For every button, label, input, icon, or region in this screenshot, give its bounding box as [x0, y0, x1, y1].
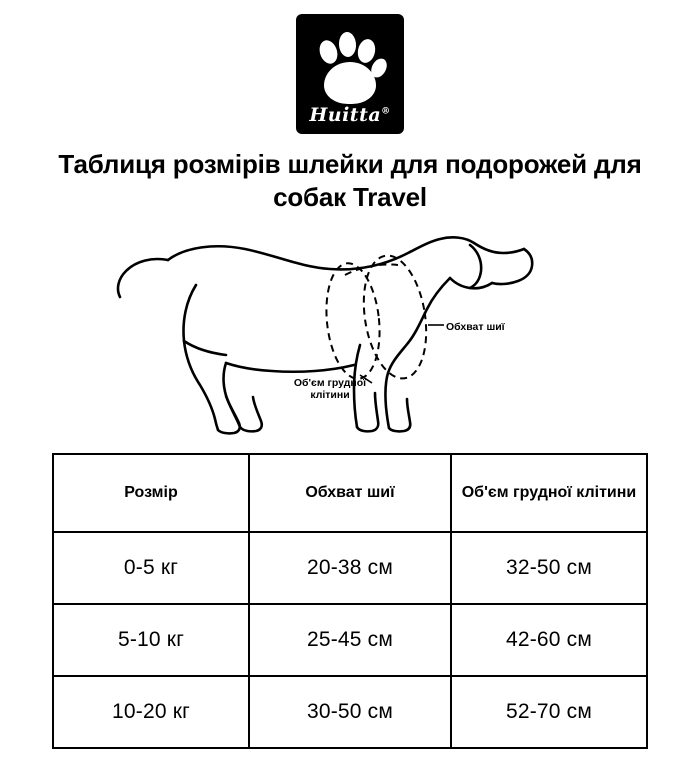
paw-toe-icon: [317, 38, 341, 66]
cell-neck: 20-38 см: [249, 532, 451, 604]
size-table: [52, 453, 648, 749]
chest-measure-line: [321, 260, 385, 381]
cell-chest: 32-50 см: [451, 532, 647, 604]
measurement-illustration: [0, 225, 700, 447]
paw-print-icon: [324, 62, 376, 104]
brand-name: Huitta: [309, 104, 382, 126]
brand-wordmark: [296, 104, 404, 126]
column-header-neck: Обхват шиї: [249, 454, 451, 532]
column-header-size: Розмір: [53, 454, 249, 532]
neck-measure-label: Обхват шиї: [446, 320, 505, 333]
table-row: [53, 532, 647, 604]
chest-measure-label: Об'єм грудної клітини: [293, 376, 367, 401]
logo-container: [0, 0, 700, 134]
cell-size: 0-5 кг: [53, 532, 249, 604]
column-header-chest: Об'єм грудної клітини: [451, 454, 647, 532]
cell-size: 10-20 кг: [53, 676, 249, 748]
cell-size: 5-10 кг: [53, 604, 249, 676]
paw-toe-icon: [338, 31, 357, 57]
brand-logo: [296, 14, 404, 134]
cell-neck: 25-45 см: [249, 604, 451, 676]
page-title: Таблиця розмірів шлейки для подорожей для собак Travel: [58, 149, 642, 213]
cell-neck: 30-50 см: [249, 676, 451, 748]
cell-chest: 42-60 см: [451, 604, 647, 676]
trademark-symbol: ®: [381, 106, 391, 117]
cell-chest: 52-70 см: [451, 676, 647, 748]
table-row: [53, 676, 647, 748]
size-table-container: [52, 453, 648, 749]
dog-outline-icon: [0, 225, 700, 447]
table-header-row: [53, 454, 647, 532]
table-row: [53, 604, 647, 676]
